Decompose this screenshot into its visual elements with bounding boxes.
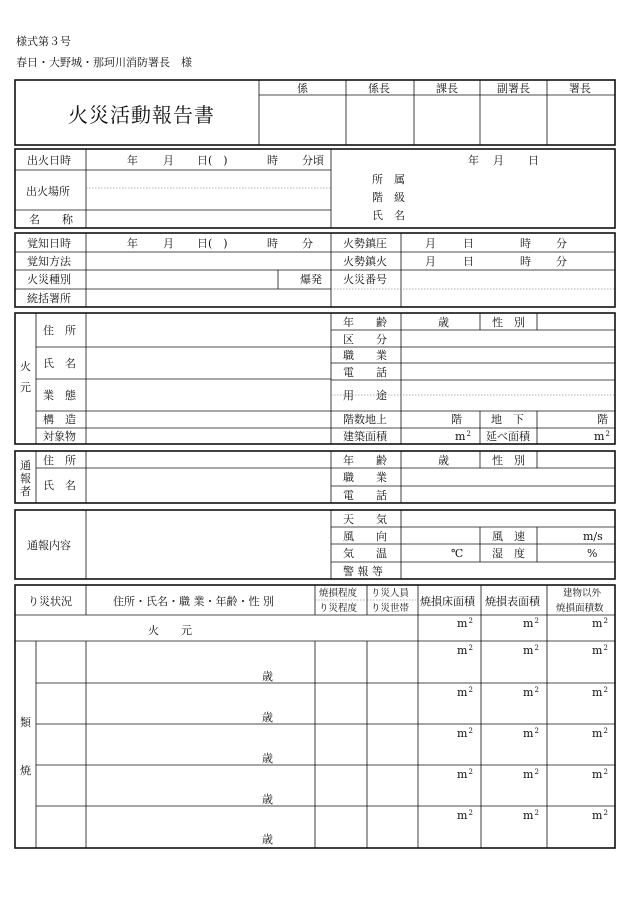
extinguished-minute[interactable]: 分 [556, 255, 567, 268]
spread-row-age: 歳 [262, 670, 273, 683]
building-name-label: 名 称 [29, 213, 73, 226]
detect-method-label: 覚知方法 [27, 255, 71, 268]
reporter-side-1: 通 [20, 459, 31, 472]
spread-row-age: 歳 [262, 793, 273, 806]
origin-business-label: 業 態 [43, 389, 76, 402]
detect-month[interactable]: 月 [163, 237, 174, 250]
origin-surface-area-unit: $m^2$ [523, 617, 539, 630]
spread-other-unit: $m^2$ [592, 686, 608, 699]
reporter-name-label: 氏 名 [43, 479, 76, 492]
spread-floor-unit: $m^2$ [457, 727, 473, 740]
reporter-address-label: 住 所 [43, 454, 76, 467]
report-month[interactable]: 月 [493, 154, 504, 167]
burned-floor-area-label: 焼損床面積 [420, 595, 475, 608]
report-year[interactable]: 年 [468, 154, 479, 167]
fire-type-label: 火災種別 [27, 273, 71, 286]
approval-col-director: 署長 [569, 82, 591, 95]
spread-other-unit: $m^2$ [592, 644, 608, 657]
burned-surface-area-label: 焼損表面積 [485, 595, 540, 608]
origin-job-label: 職 業 [343, 349, 387, 362]
reporter-gender-label: 性 別 [492, 454, 525, 467]
wind-direction-label: 風 向 [343, 530, 387, 543]
extinguished-day[interactable]: 日 [463, 255, 474, 268]
spread-side-2: 焼 [20, 764, 31, 777]
contained-month[interactable]: 月 [425, 237, 436, 250]
origin-side-label-2: 元 [20, 381, 31, 394]
reporter-side-2: 報 [20, 472, 31, 485]
spread-surface-unit: $m^2$ [523, 686, 539, 699]
households-label: り災世帯 [371, 603, 410, 614]
extinguished-month[interactable]: 月 [425, 255, 436, 268]
floors-above-label: 階数地上 [343, 413, 387, 426]
total-floor-area-unit: $m^2$ [594, 430, 610, 443]
spread-row-age: 歳 [262, 752, 273, 765]
origin-structure-label: 構 造 [43, 413, 76, 426]
burn-degree-label: 焼損程度 [319, 588, 358, 599]
weather-label: 天 気 [343, 513, 387, 526]
approval-col-staff: 係 [297, 82, 308, 95]
form-number: 様式第３号 [16, 35, 71, 48]
stamp-cell-chief[interactable] [347, 96, 413, 144]
humidity-label: 湿 度 [492, 547, 525, 560]
contained-day[interactable]: 日 [463, 237, 474, 250]
reporter-side-3: 者 [20, 485, 31, 498]
detect-day[interactable]: 日( ) [197, 237, 228, 250]
damage-degree-label: り災程度 [319, 603, 358, 614]
stamp-cell-staff[interactable] [260, 96, 345, 144]
outbreak-datetime-label: 出火日時 [27, 154, 71, 167]
origin-phone-label: 電 話 [343, 366, 387, 379]
section-reporter-box [15, 451, 615, 503]
origin-floor-area-unit: $m^2$ [457, 617, 473, 630]
temperature-label: 気 温 [343, 547, 387, 560]
origin-name-label: 氏 名 [43, 357, 76, 370]
building-area-unit: $m^2$ [455, 430, 471, 443]
wind-speed-unit: m/s [583, 530, 603, 543]
reporter-job-label: 職 業 [343, 471, 387, 484]
spread-surface-unit: $m^2$ [523, 768, 539, 781]
spread-row-age: 歳 [262, 833, 273, 846]
spread-other-unit: $m^2$ [592, 768, 608, 781]
detect-minute[interactable]: 分 [302, 237, 313, 250]
spread-other-unit: $m^2$ [592, 809, 608, 822]
reporter-age-label: 年 齢 [343, 454, 387, 467]
contained-minute[interactable]: 分 [556, 237, 567, 250]
temperature-unit: ℃ [451, 547, 464, 560]
spread-floor-unit: $m^2$ [457, 768, 473, 781]
approval-col-section: 課長 [436, 82, 458, 95]
stamp-cell-director[interactable] [548, 96, 614, 144]
reporter-name-label: 氏 名 [372, 209, 405, 222]
affiliation-label: 所 属 [372, 173, 405, 186]
reporter-phone-label: 電 話 [343, 489, 387, 502]
section-origin-box [15, 313, 615, 444]
origin-side-label-1: 火 [20, 360, 31, 373]
origin-age-label: 年 齢 [343, 316, 387, 329]
approval-col-chief: 係長 [368, 82, 390, 95]
spread-row-age: 歳 [262, 711, 273, 724]
damage-status-label: り災状況 [28, 595, 72, 608]
origin-usage-label: 用 途 [343, 389, 387, 402]
underground-unit: 階 [597, 413, 608, 426]
fire-number-label: 火災番号 [343, 273, 387, 286]
outbreak-place-label: 出火場所 [26, 185, 70, 198]
origin-row-label: 火 元 [148, 624, 192, 637]
spread-floor-unit: $m^2$ [457, 809, 473, 822]
spread-floor-unit: $m^2$ [457, 686, 473, 699]
spread-surface-unit: $m^2$ [523, 727, 539, 740]
extinguished-hour[interactable]: 時 [520, 255, 531, 268]
addressee: 春日・大野城・那珂川消防署長 様 [16, 56, 192, 69]
stamp-cell-deputy[interactable] [481, 96, 546, 144]
detect-year[interactable]: 年 [127, 237, 138, 250]
warning-label: 警 報 等 [343, 565, 383, 578]
outbreak-day[interactable]: 日( ) [197, 154, 228, 167]
spread-other-unit: $m^2$ [592, 727, 608, 740]
origin-other-area-unit: $m^2$ [592, 617, 608, 630]
outbreak-year[interactable]: 年 [127, 154, 138, 167]
report-content-label: 通報内容 [27, 539, 71, 552]
humidity-unit: % [587, 547, 598, 560]
outbreak-minute[interactable]: 分頃 [302, 154, 324, 167]
person-columns-label: 住所・氏名・職 業・年齢・性 別 [113, 595, 274, 608]
wind-speed-label: 風 速 [492, 530, 525, 543]
approval-col-deputy: 副署長 [497, 82, 530, 95]
contained-hour[interactable]: 時 [520, 237, 531, 250]
origin-address-label: 住 所 [43, 324, 76, 337]
reporter-age-unit: 歳 [438, 454, 449, 467]
detect-hour[interactable]: 時 [267, 237, 278, 250]
origin-age-unit: 歳 [438, 316, 449, 329]
building-area-label: 建築面積 [343, 430, 387, 443]
contained-label: 火勢鎮圧 [343, 237, 387, 250]
report-day[interactable]: 日 [528, 154, 539, 167]
rank-label: 階 級 [372, 191, 405, 204]
non-building-area-label: 焼損面積数 [556, 603, 604, 614]
total-floor-area-label: 延べ面積 [486, 430, 530, 443]
underground-label: 地 下 [491, 413, 524, 426]
explosion-label: 爆発 [300, 273, 322, 286]
spread-side-1: 類 [20, 716, 31, 729]
report-title: 火災活動報告書 [68, 103, 215, 127]
outbreak-hour[interactable]: 時 [267, 154, 278, 167]
stamp-cell-section[interactable] [415, 96, 479, 144]
origin-target-label: 対象物 [43, 430, 76, 443]
origin-gender-label: 性 別 [492, 316, 525, 329]
detect-datetime-label: 覚知日時 [27, 237, 71, 250]
section-report-content-box [15, 510, 615, 579]
extinguished-label: 火勢鎮火 [343, 255, 387, 268]
outbreak-month[interactable]: 月 [163, 154, 174, 167]
floors-above-unit: 階 [451, 413, 462, 426]
non-building-label: 建物以外 [563, 588, 602, 599]
origin-category-label: 区 分 [343, 333, 387, 346]
victims-label: り災人員 [371, 588, 410, 599]
spread-surface-unit: $m^2$ [523, 809, 539, 822]
command-station-label: 統括署所 [27, 292, 71, 305]
spread-floor-unit: $m^2$ [457, 644, 473, 657]
spread-surface-unit: $m^2$ [523, 644, 539, 657]
